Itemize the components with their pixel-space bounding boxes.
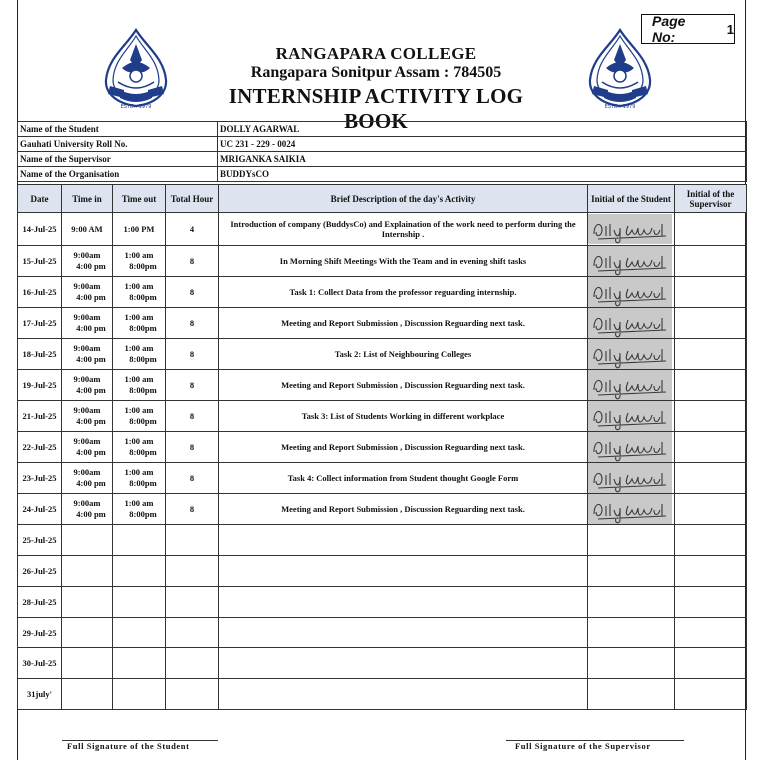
row-total-hours: 8 <box>166 246 219 277</box>
student-signature-image <box>588 494 672 524</box>
row-time-in <box>62 494 113 525</box>
column-header: Total Hour <box>166 185 219 213</box>
time-out-value: 8:00pm <box>129 447 157 457</box>
log-row <box>18 679 747 710</box>
row-time-out <box>113 339 166 370</box>
info-row <box>18 122 747 137</box>
row-description <box>219 525 588 556</box>
info-value: UC 231 - 229 - 0024 <box>218 137 747 152</box>
column-header: Initial of the Supervisor <box>675 185 747 213</box>
time-in-value: 4:00 pm <box>76 385 106 395</box>
info-value: MRIGANKA SAIKIA <box>218 152 747 167</box>
row-supervisor-initial <box>675 432 747 463</box>
row-date: 24-Jul-25 <box>18 494 62 525</box>
row-date: 23-Jul-25 <box>18 463 62 494</box>
row-description <box>219 587 588 618</box>
student-signature-image <box>588 401 672 431</box>
row-student-initial <box>588 494 675 525</box>
time-out-value: 1:00 am <box>124 312 154 322</box>
row-time-in <box>62 277 113 308</box>
log-row <box>18 370 747 401</box>
time-out-value: 8:00pm <box>129 509 157 519</box>
row-date: 15-Jul-25 <box>18 246 62 277</box>
row-date: 30-Jul-25 <box>18 648 62 679</box>
page-number-value: 1 <box>726 21 734 37</box>
row-date: 28-Jul-25 <box>18 587 62 618</box>
row-total-hours <box>166 618 219 648</box>
student-signature-image <box>588 432 672 462</box>
row-date: 26-Jul-25 <box>18 556 62 587</box>
row-time-out <box>113 213 166 246</box>
row-description <box>219 556 588 587</box>
supervisor-signature-label: Full Signature of the Supervisor <box>515 741 651 751</box>
row-supervisor-initial <box>675 308 747 339</box>
time-out-value: 1:00 am <box>124 250 154 260</box>
time-in-value: 4:00 pm <box>76 261 106 271</box>
log-row <box>18 463 747 494</box>
student-info-table <box>17 121 747 182</box>
row-student-initial <box>588 246 675 277</box>
row-description: Meeting and Report Submission , Discussion Reguarding next task. <box>219 432 588 463</box>
row-description: Meeting and Report Submission , Discussion Reguarding next task. <box>219 494 588 525</box>
row-supervisor-initial <box>675 339 747 370</box>
time-in-value: 9:00am <box>73 312 101 322</box>
row-description <box>219 679 588 710</box>
time-in-value: 4:00 pm <box>76 354 106 364</box>
row-date: 31july' <box>18 679 62 710</box>
row-time-out <box>113 308 166 339</box>
column-header: Initial of the Student <box>588 185 675 213</box>
log-row <box>18 213 747 246</box>
log-row <box>18 432 747 463</box>
info-label: Gauhati University Roll No. <box>18 137 218 152</box>
row-time-out <box>113 587 166 618</box>
time-out-value: 1:00 am <box>124 281 154 291</box>
row-description: Meeting and Report Submission , Discussion Reguarding next task. <box>219 308 588 339</box>
row-supervisor-initial <box>675 213 747 246</box>
time-in-value: 4:00 pm <box>76 323 106 333</box>
student-signature-image <box>588 308 672 338</box>
log-row <box>18 556 747 587</box>
row-supervisor-initial <box>675 401 747 432</box>
log-row <box>18 401 747 432</box>
row-time-out <box>113 401 166 432</box>
row-time-in <box>62 401 113 432</box>
info-label: Name of the Organisation <box>18 167 218 182</box>
row-time-out <box>113 679 166 710</box>
student-signature-image <box>588 214 672 244</box>
row-time-out <box>113 370 166 401</box>
time-out-value: 8:00pm <box>129 478 157 488</box>
time-in-value: 9:00am <box>73 343 101 353</box>
row-time-in <box>62 679 113 710</box>
row-student-initial <box>588 401 675 432</box>
row-time-in <box>62 587 113 618</box>
info-value: BUDDYsCO <box>218 167 747 182</box>
row-student-initial <box>588 556 675 587</box>
row-description <box>219 618 588 648</box>
logo-caption-right: ESTD.: 1979 <box>604 104 636 110</box>
row-total-hours: 8 <box>166 432 219 463</box>
row-description: In Morning Shift Meetings With the Team and in evening shift tasks <box>219 246 588 277</box>
row-time-out <box>113 463 166 494</box>
time-out-value: 1:00 am <box>124 374 154 384</box>
college-logo-right <box>580 28 660 110</box>
student-signature-image <box>588 246 672 276</box>
row-supervisor-initial <box>675 648 747 679</box>
row-total-hours: 8 <box>166 494 219 525</box>
time-in-value: 9:00am <box>73 436 101 446</box>
time-in-value: 9:00am <box>73 281 101 291</box>
time-in-value: 4:00 pm <box>76 509 106 519</box>
row-total-hours <box>166 679 219 710</box>
info-row <box>18 167 747 182</box>
college-logo-left <box>96 28 176 110</box>
info-value: DOLLY AGARWAL <box>218 122 747 137</box>
time-out-value: 1:00 PM <box>123 223 155 234</box>
row-student-initial <box>588 308 675 339</box>
student-signature-label: Full Signature of the Student <box>67 741 190 751</box>
log-row <box>18 525 747 556</box>
time-in-value: 9:00am <box>73 405 101 415</box>
info-label: Name of the Student <box>18 122 218 137</box>
row-date: 22-Jul-25 <box>18 432 62 463</box>
time-in-value: 9:00am <box>73 498 101 508</box>
info-label: Name of the Supervisor <box>18 152 218 167</box>
time-in-value: 4:00 pm <box>76 416 106 426</box>
row-total-hours: 8 <box>166 463 219 494</box>
row-supervisor-initial <box>675 679 747 710</box>
row-description: Task 3: List of Students Working in different workplace <box>219 401 588 432</box>
time-in-value: 9:00am <box>73 374 101 384</box>
time-out-value: 1:00 am <box>124 436 154 446</box>
row-student-initial <box>588 679 675 710</box>
row-total-hours: 4 <box>166 213 219 246</box>
log-row <box>18 587 747 618</box>
row-time-out <box>113 525 166 556</box>
row-supervisor-initial <box>675 525 747 556</box>
column-header: Brief Description of the day's Activity <box>219 185 588 213</box>
time-out-value: 8:00pm <box>129 385 157 395</box>
row-date: 29-Jul-25 <box>18 618 62 648</box>
student-signature-image <box>588 339 672 369</box>
row-description: Task 4: Collect information from Student thought Google Form <box>219 463 588 494</box>
time-in-value: 4:00 pm <box>76 478 106 488</box>
row-supervisor-initial <box>675 370 747 401</box>
row-time-in <box>62 370 113 401</box>
logo-caption-left: ESTD.: 1979 <box>120 104 152 110</box>
row-time-in <box>62 432 113 463</box>
time-out-value: 8:00pm <box>129 292 157 302</box>
row-supervisor-initial <box>675 494 747 525</box>
row-time-in <box>62 463 113 494</box>
log-row <box>18 246 747 277</box>
row-time-in <box>62 648 113 679</box>
time-out-value: 8:00pm <box>129 354 157 364</box>
row-total-hours <box>166 525 219 556</box>
row-time-out <box>113 494 166 525</box>
row-time-out <box>113 432 166 463</box>
time-in-value: 4:00 pm <box>76 447 106 457</box>
activity-log-table <box>17 184 747 710</box>
row-time-out <box>113 556 166 587</box>
time-out-value: 1:00 am <box>124 467 154 477</box>
info-row <box>18 137 747 152</box>
student-signature-image <box>588 277 672 307</box>
info-row <box>18 152 747 167</box>
row-total-hours: 8 <box>166 277 219 308</box>
row-student-initial <box>588 370 675 401</box>
row-student-initial <box>588 587 675 618</box>
logbook-title: INTERNSHIP ACTIVITY LOG BOOK <box>228 84 524 133</box>
row-student-initial <box>588 339 675 370</box>
log-row <box>18 339 747 370</box>
row-total-hours: 8 <box>166 370 219 401</box>
row-time-out <box>113 246 166 277</box>
row-supervisor-initial <box>675 618 747 648</box>
time-out-value: 8:00pm <box>129 416 157 426</box>
row-description: Introduction of company (BuddysCo) and Explaination of the work need to perform during the Internship . <box>219 213 588 246</box>
row-description: Meeting and Report Submission , Discussion Reguarding next task. <box>219 370 588 401</box>
row-description: Task 1: Collect Data from the professor reguarding internship. <box>219 277 588 308</box>
row-supervisor-initial <box>675 246 747 277</box>
time-out-value: 8:00pm <box>129 323 157 333</box>
row-total-hours <box>166 648 219 679</box>
row-date: 25-Jul-25 <box>18 525 62 556</box>
row-total-hours: 8 <box>166 339 219 370</box>
row-description: Task 2: List of Neighbouring Colleges <box>219 339 588 370</box>
row-time-out <box>113 618 166 648</box>
row-time-in <box>62 213 113 246</box>
time-in-value: 9:00 AM <box>71 223 103 234</box>
row-student-initial <box>588 463 675 494</box>
row-time-in <box>62 618 113 648</box>
student-signature-image <box>588 370 672 400</box>
time-out-value: 1:00 am <box>124 405 154 415</box>
row-date: 16-Jul-25 <box>18 277 62 308</box>
column-header: Time in <box>62 185 113 213</box>
row-supervisor-initial <box>675 463 747 494</box>
time-in-value: 9:00am <box>73 467 101 477</box>
row-total-hours <box>166 587 219 618</box>
row-student-initial <box>588 277 675 308</box>
time-out-value: 8:00pm <box>129 261 157 271</box>
row-supervisor-initial <box>675 556 747 587</box>
row-student-initial <box>588 213 675 246</box>
row-date: 18-Jul-25 <box>18 339 62 370</box>
row-date: 21-Jul-25 <box>18 401 62 432</box>
row-time-out <box>113 277 166 308</box>
student-signature-image <box>588 463 672 493</box>
row-supervisor-initial <box>675 277 747 308</box>
row-total-hours: 8 <box>166 401 219 432</box>
row-student-initial <box>588 432 675 463</box>
row-date: 19-Jul-25 <box>18 370 62 401</box>
row-student-initial <box>588 525 675 556</box>
college-name: RANGAPARA COLLEGE <box>275 44 477 63</box>
row-time-in <box>62 308 113 339</box>
time-in-value: 9:00am <box>73 250 101 260</box>
page-number-label: Page No: <box>652 13 686 45</box>
time-out-value: 1:00 am <box>124 498 154 508</box>
row-student-initial <box>588 648 675 679</box>
column-header: Date <box>18 185 62 213</box>
row-student-initial <box>588 618 675 648</box>
college-address: Rangapara Sonitpur Assam : 784505 <box>250 64 502 81</box>
log-row <box>18 618 747 648</box>
row-description <box>219 648 588 679</box>
row-time-in <box>62 246 113 277</box>
row-date: 14-Jul-25 <box>18 213 62 246</box>
row-time-in <box>62 525 113 556</box>
row-total-hours: 8 <box>166 308 219 339</box>
log-row <box>18 308 747 339</box>
column-header: Time out <box>113 185 166 213</box>
time-in-value: 4:00 pm <box>76 292 106 302</box>
row-time-out <box>113 648 166 679</box>
row-date: 17-Jul-25 <box>18 308 62 339</box>
row-time-in <box>62 339 113 370</box>
row-time-in <box>62 556 113 587</box>
log-row <box>18 494 747 525</box>
log-row <box>18 277 747 308</box>
row-supervisor-initial <box>675 587 747 618</box>
time-out-value: 1:00 am <box>124 343 154 353</box>
log-row <box>18 648 747 679</box>
row-total-hours <box>166 556 219 587</box>
